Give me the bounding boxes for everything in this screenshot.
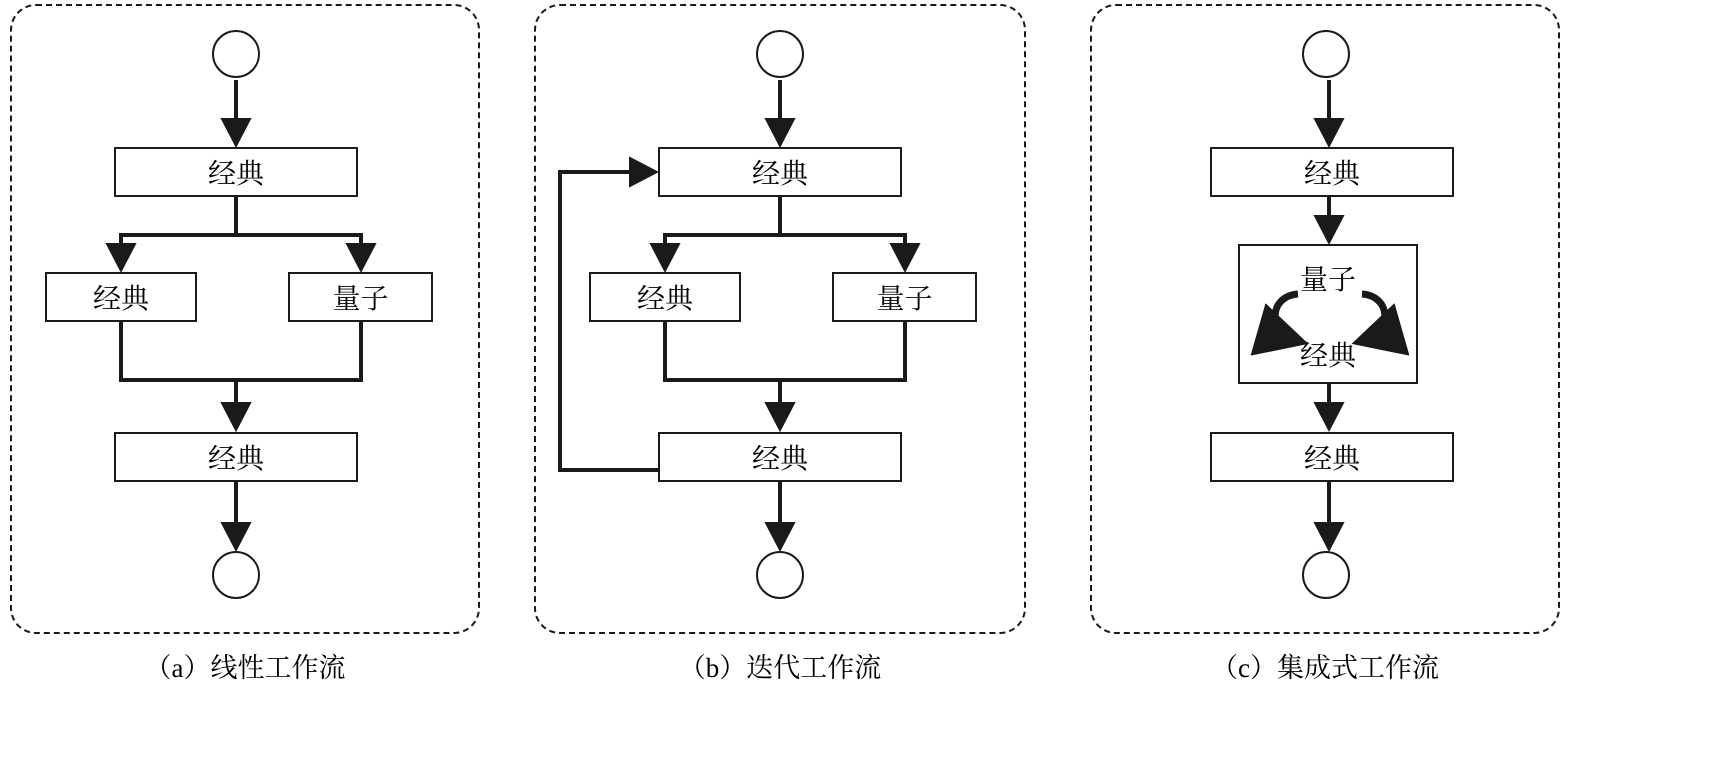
panel-c-start-node (1302, 30, 1350, 78)
panel-c-node-bottom-label: 经典 (1303, 444, 1360, 475)
caption-panel-c: （c）集成式工作流 (1211, 653, 1439, 683)
panel-b-node-top-label: 经典 (751, 159, 808, 190)
panel-a-node-left (45, 272, 197, 322)
panel-c-node-top-label: 经典 (1303, 159, 1360, 190)
panel-a-node-top (114, 147, 358, 197)
panel-a-node-right-label: 量子 (332, 284, 389, 315)
panel-b-node-right (832, 272, 977, 322)
panel-b-node-left (589, 272, 741, 322)
panel-c-loop-node-quantum (1238, 258, 1418, 298)
panel-a-node-right (288, 272, 433, 322)
caption-panel-b: （b）迭代工作流 (678, 653, 882, 683)
panel-b-node-left-label: 经典 (636, 284, 693, 315)
panel-b-end-node (756, 551, 804, 599)
panel-c-node-top (1210, 147, 1454, 197)
panel-a-node-left-label: 经典 (92, 284, 149, 315)
caption-panel-a: （a）线性工作流 (144, 653, 346, 683)
panel-c-loop-node-classical-label: 经典 (1299, 341, 1356, 372)
panel-a-node-bottom-label: 经典 (207, 444, 264, 475)
panel-b-node-bottom-label: 经典 (751, 444, 808, 475)
panel-b-node-bottom (658, 432, 902, 482)
panel-c-end-node (1302, 551, 1350, 599)
panel-b-node-right-label: 量子 (876, 284, 933, 315)
panel-a-end-node (212, 551, 260, 599)
panel-c-node-bottom (1210, 432, 1454, 482)
panel-c-loop-node-quantum-label: 量子 (1299, 265, 1356, 296)
panel-a-node-bottom (114, 432, 358, 482)
panel-b-start-node (756, 30, 804, 78)
panel-c-loop-node-classical (1238, 334, 1418, 374)
panel-a-node-top-label: 经典 (207, 159, 264, 190)
panel-b-node-top (658, 147, 902, 197)
panel-a-start-node (212, 30, 260, 78)
